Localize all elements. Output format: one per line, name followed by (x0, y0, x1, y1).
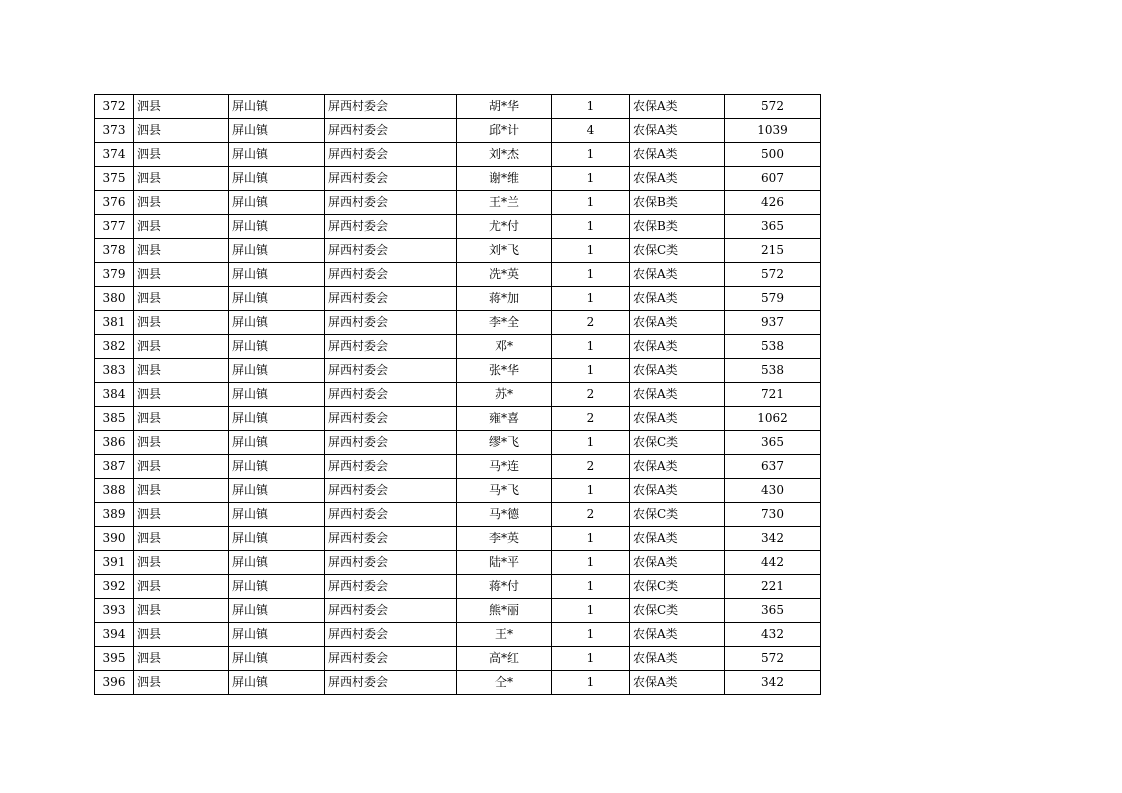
county-cell: 泗县 (134, 143, 229, 167)
county-cell: 泗县 (134, 239, 229, 263)
table-row (95, 215, 821, 239)
insurance-type-cell: 农保B类 (630, 191, 725, 215)
town-cell: 屏山镇 (229, 575, 325, 599)
person-name-cell: 缪*飞 (457, 431, 552, 455)
row-number-cell: 380 (95, 287, 134, 311)
county-cell: 泗县 (134, 119, 229, 143)
amount-cell: 426 (725, 191, 821, 215)
town-cell: 屏山镇 (229, 263, 325, 287)
table-row (95, 263, 821, 287)
household-count-cell: 1 (552, 527, 630, 551)
insurance-type-cell: 农保A类 (630, 287, 725, 311)
county-cell: 泗县 (134, 359, 229, 383)
county-cell: 泗县 (134, 95, 229, 119)
village-committee-cell: 屏西村委会 (325, 503, 457, 527)
household-count-cell: 1 (552, 287, 630, 311)
town-cell: 屏山镇 (229, 167, 325, 191)
row-number-cell: 393 (95, 599, 134, 623)
row-number-cell: 388 (95, 479, 134, 503)
table-row (95, 167, 821, 191)
insurance-type-cell: 农保A类 (630, 119, 725, 143)
town-cell: 屏山镇 (229, 335, 325, 359)
amount-cell: 215 (725, 239, 821, 263)
household-count-cell: 1 (552, 215, 630, 239)
table-row (95, 407, 821, 431)
person-name-cell: 李*英 (457, 527, 552, 551)
row-number-cell: 379 (95, 263, 134, 287)
amount-cell: 365 (725, 599, 821, 623)
village-committee-cell: 屏西村委会 (325, 479, 457, 503)
village-committee-cell: 屏西村委会 (325, 143, 457, 167)
insurance-type-cell: 农保C类 (630, 239, 725, 263)
village-committee-cell: 屏西村委会 (325, 599, 457, 623)
county-cell: 泗县 (134, 287, 229, 311)
household-count-cell: 2 (552, 455, 630, 479)
county-cell: 泗县 (134, 431, 229, 455)
table-row (95, 95, 821, 119)
county-cell: 泗县 (134, 455, 229, 479)
person-name-cell: 雍*喜 (457, 407, 552, 431)
amount-cell: 579 (725, 287, 821, 311)
village-committee-cell: 屏西村委会 (325, 383, 457, 407)
insurance-type-cell: 农保C类 (630, 431, 725, 455)
village-committee-cell: 屏西村委会 (325, 191, 457, 215)
village-committee-cell: 屏西村委会 (325, 239, 457, 263)
table-row (95, 599, 821, 623)
person-name-cell: 王*兰 (457, 191, 552, 215)
insurance-type-cell: 农保A类 (630, 671, 725, 695)
row-number-cell: 373 (95, 119, 134, 143)
person-name-cell: 马*飞 (457, 479, 552, 503)
insurance-type-cell: 农保C类 (630, 503, 725, 527)
household-count-cell: 1 (552, 671, 630, 695)
row-number-cell: 378 (95, 239, 134, 263)
table-row (95, 143, 821, 167)
household-count-cell: 1 (552, 359, 630, 383)
amount-cell: 1062 (725, 407, 821, 431)
table-row (95, 383, 821, 407)
village-committee-cell: 屏西村委会 (325, 359, 457, 383)
insurance-type-cell: 农保C类 (630, 575, 725, 599)
town-cell: 屏山镇 (229, 527, 325, 551)
village-committee-cell: 屏西村委会 (325, 167, 457, 191)
row-number-cell: 396 (95, 671, 134, 695)
row-number-cell: 376 (95, 191, 134, 215)
amount-cell: 365 (725, 431, 821, 455)
row-number-cell: 374 (95, 143, 134, 167)
village-committee-cell: 屏西村委会 (325, 95, 457, 119)
amount-cell: 937 (725, 311, 821, 335)
amount-cell: 432 (725, 623, 821, 647)
row-number-cell: 372 (95, 95, 134, 119)
person-name-cell: 邱*计 (457, 119, 552, 143)
insurance-type-cell: 农保A类 (630, 407, 725, 431)
household-count-cell: 1 (552, 167, 630, 191)
amount-cell: 538 (725, 335, 821, 359)
town-cell: 屏山镇 (229, 599, 325, 623)
row-number-cell: 392 (95, 575, 134, 599)
person-name-cell: 苏* (457, 383, 552, 407)
row-number-cell: 381 (95, 311, 134, 335)
row-number-cell: 391 (95, 551, 134, 575)
village-committee-cell: 屏西村委会 (325, 215, 457, 239)
row-number-cell: 395 (95, 647, 134, 671)
town-cell: 屏山镇 (229, 671, 325, 695)
insurance-type-cell: 农保A类 (630, 167, 725, 191)
county-cell: 泗县 (134, 623, 229, 647)
amount-cell: 637 (725, 455, 821, 479)
row-number-cell: 386 (95, 431, 134, 455)
row-number-cell: 383 (95, 359, 134, 383)
insurance-type-cell: 农保A类 (630, 95, 725, 119)
county-cell: 泗县 (134, 503, 229, 527)
table-row (95, 623, 821, 647)
county-cell: 泗县 (134, 527, 229, 551)
town-cell: 屏山镇 (229, 383, 325, 407)
table-row (95, 239, 821, 263)
town-cell: 屏山镇 (229, 239, 325, 263)
village-committee-cell: 屏西村委会 (325, 287, 457, 311)
row-number-cell: 384 (95, 383, 134, 407)
village-committee-cell: 屏西村委会 (325, 119, 457, 143)
village-committee-cell: 屏西村委会 (325, 623, 457, 647)
row-number-cell: 377 (95, 215, 134, 239)
county-cell: 泗县 (134, 191, 229, 215)
beneficiary-table (94, 94, 821, 695)
insurance-type-cell: 农保A类 (630, 479, 725, 503)
town-cell: 屏山镇 (229, 623, 325, 647)
household-count-cell: 4 (552, 119, 630, 143)
county-cell: 泗县 (134, 407, 229, 431)
row-number-cell: 382 (95, 335, 134, 359)
amount-cell: 607 (725, 167, 821, 191)
insurance-type-cell: 农保A类 (630, 335, 725, 359)
town-cell: 屏山镇 (229, 143, 325, 167)
village-committee-cell: 屏西村委会 (325, 527, 457, 551)
household-count-cell: 2 (552, 311, 630, 335)
table-row (95, 527, 821, 551)
county-cell: 泗县 (134, 167, 229, 191)
person-name-cell: 刘*飞 (457, 239, 552, 263)
person-name-cell: 仝* (457, 671, 552, 695)
person-name-cell: 马*德 (457, 503, 552, 527)
amount-cell: 572 (725, 95, 821, 119)
table-row (95, 671, 821, 695)
person-name-cell: 邓* (457, 335, 552, 359)
table-row (95, 647, 821, 671)
town-cell: 屏山镇 (229, 407, 325, 431)
insurance-type-cell: 农保A类 (630, 143, 725, 167)
county-cell: 泗县 (134, 551, 229, 575)
household-count-cell: 1 (552, 263, 630, 287)
insurance-type-cell: 农保A类 (630, 455, 725, 479)
town-cell: 屏山镇 (229, 287, 325, 311)
town-cell: 屏山镇 (229, 311, 325, 335)
household-count-cell: 1 (552, 479, 630, 503)
household-count-cell: 1 (552, 191, 630, 215)
amount-cell: 342 (725, 671, 821, 695)
village-committee-cell: 屏西村委会 (325, 311, 457, 335)
person-name-cell: 陆*平 (457, 551, 552, 575)
town-cell: 屏山镇 (229, 551, 325, 575)
county-cell: 泗县 (134, 335, 229, 359)
town-cell: 屏山镇 (229, 359, 325, 383)
insurance-type-cell: 农保A类 (630, 383, 725, 407)
row-number-cell: 390 (95, 527, 134, 551)
table-row (95, 503, 821, 527)
insurance-type-cell: 农保A类 (630, 311, 725, 335)
amount-cell: 342 (725, 527, 821, 551)
county-cell: 泗县 (134, 671, 229, 695)
household-count-cell: 1 (552, 575, 630, 599)
county-cell: 泗县 (134, 599, 229, 623)
household-count-cell: 2 (552, 407, 630, 431)
amount-cell: 572 (725, 647, 821, 671)
amount-cell: 721 (725, 383, 821, 407)
village-committee-cell: 屏西村委会 (325, 647, 457, 671)
insurance-type-cell: 农保A类 (630, 647, 725, 671)
amount-cell: 442 (725, 551, 821, 575)
town-cell: 屏山镇 (229, 215, 325, 239)
household-count-cell: 1 (552, 335, 630, 359)
person-name-cell: 冼*英 (457, 263, 552, 287)
household-count-cell: 1 (552, 95, 630, 119)
village-committee-cell: 屏西村委会 (325, 431, 457, 455)
person-name-cell: 尤*付 (457, 215, 552, 239)
town-cell: 屏山镇 (229, 479, 325, 503)
amount-cell: 1039 (725, 119, 821, 143)
person-name-cell: 李*全 (457, 311, 552, 335)
table-row (95, 287, 821, 311)
village-committee-cell: 屏西村委会 (325, 335, 457, 359)
person-name-cell: 谢*维 (457, 167, 552, 191)
amount-cell: 730 (725, 503, 821, 527)
row-number-cell: 385 (95, 407, 134, 431)
person-name-cell: 王* (457, 623, 552, 647)
town-cell: 屏山镇 (229, 455, 325, 479)
row-number-cell: 375 (95, 167, 134, 191)
insurance-type-cell: 农保A类 (630, 359, 725, 383)
household-count-cell: 1 (552, 239, 630, 263)
row-number-cell: 387 (95, 455, 134, 479)
table-row (95, 551, 821, 575)
village-committee-cell: 屏西村委会 (325, 575, 457, 599)
household-count-cell: 1 (552, 431, 630, 455)
insurance-type-cell: 农保C类 (630, 599, 725, 623)
county-cell: 泗县 (134, 479, 229, 503)
county-cell: 泗县 (134, 215, 229, 239)
table-row (95, 311, 821, 335)
amount-cell: 500 (725, 143, 821, 167)
person-name-cell: 高*红 (457, 647, 552, 671)
household-count-cell: 1 (552, 551, 630, 575)
town-cell: 屏山镇 (229, 647, 325, 671)
person-name-cell: 蒋*付 (457, 575, 552, 599)
village-committee-cell: 屏西村委会 (325, 263, 457, 287)
person-name-cell: 马*连 (457, 455, 552, 479)
table-row (95, 191, 821, 215)
town-cell: 屏山镇 (229, 191, 325, 215)
county-cell: 泗县 (134, 383, 229, 407)
amount-cell: 221 (725, 575, 821, 599)
county-cell: 泗县 (134, 311, 229, 335)
row-number-cell: 389 (95, 503, 134, 527)
town-cell: 屏山镇 (229, 431, 325, 455)
amount-cell: 538 (725, 359, 821, 383)
table-row (95, 431, 821, 455)
table-body (95, 95, 821, 695)
county-cell: 泗县 (134, 263, 229, 287)
household-count-cell: 1 (552, 647, 630, 671)
table-row (95, 455, 821, 479)
village-committee-cell: 屏西村委会 (325, 407, 457, 431)
household-count-cell: 1 (552, 143, 630, 167)
amount-cell: 430 (725, 479, 821, 503)
person-name-cell: 蒋*加 (457, 287, 552, 311)
household-count-cell: 2 (552, 503, 630, 527)
table-row (95, 479, 821, 503)
household-count-cell: 1 (552, 623, 630, 647)
household-count-cell: 2 (552, 383, 630, 407)
amount-cell: 572 (725, 263, 821, 287)
person-name-cell: 张*华 (457, 359, 552, 383)
insurance-type-cell: 农保B类 (630, 215, 725, 239)
county-cell: 泗县 (134, 647, 229, 671)
amount-cell: 365 (725, 215, 821, 239)
village-committee-cell: 屏西村委会 (325, 455, 457, 479)
table-row (95, 575, 821, 599)
insurance-type-cell: 农保A类 (630, 551, 725, 575)
insurance-type-cell: 农保A类 (630, 623, 725, 647)
table-row (95, 335, 821, 359)
household-count-cell: 1 (552, 599, 630, 623)
person-name-cell: 胡*华 (457, 95, 552, 119)
person-name-cell: 熊*丽 (457, 599, 552, 623)
row-number-cell: 394 (95, 623, 134, 647)
table-row (95, 359, 821, 383)
person-name-cell: 刘*杰 (457, 143, 552, 167)
village-committee-cell: 屏西村委会 (325, 551, 457, 575)
insurance-type-cell: 农保A类 (630, 527, 725, 551)
table-row (95, 119, 821, 143)
county-cell: 泗县 (134, 575, 229, 599)
town-cell: 屏山镇 (229, 503, 325, 527)
village-committee-cell: 屏西村委会 (325, 671, 457, 695)
town-cell: 屏山镇 (229, 119, 325, 143)
insurance-type-cell: 农保A类 (630, 263, 725, 287)
town-cell: 屏山镇 (229, 95, 325, 119)
